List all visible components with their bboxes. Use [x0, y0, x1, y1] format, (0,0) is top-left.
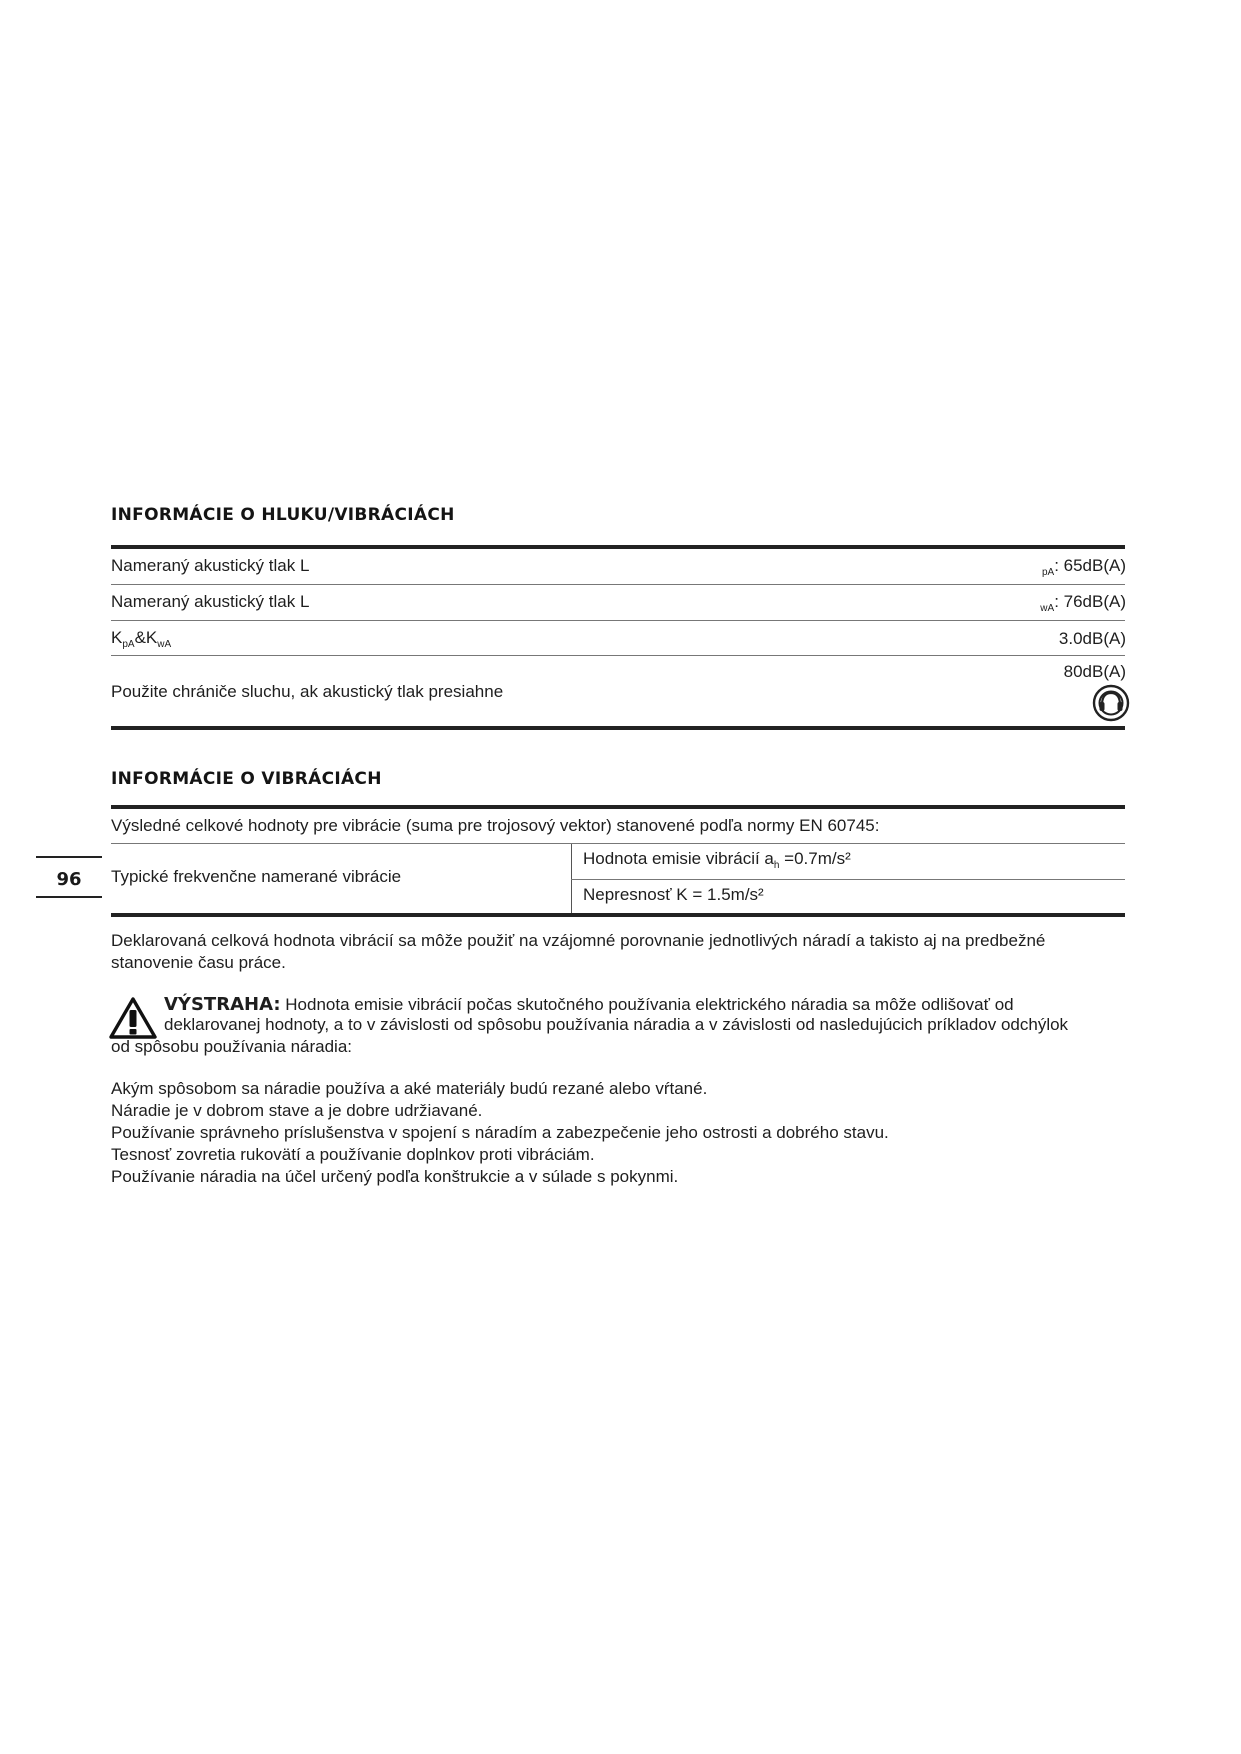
noise-section-title: INFORMÁCIE O HLUKU/VIBRÁCIÁCH — [111, 505, 455, 525]
row-divider — [111, 655, 1125, 656]
warning-text: Hodnota emisie vibrácií počas skutočného používania elektrického náradia sa môže odlišovať od — [280, 995, 1014, 1014]
warning-line-1 — [164, 994, 1014, 1016]
row-label — [111, 627, 171, 656]
list-item: Používanie náradia na účel určený podľa konštrukcie a v súlade s pokynmi. — [111, 1167, 679, 1186]
page-number-rule — [36, 856, 102, 858]
list-item: Tesnosť zovretia rukovätí a používanie doplnkov proti vibráciám. — [111, 1145, 595, 1164]
row-divider — [111, 620, 1125, 621]
row-label: Použite chrániče sluchu, ak akustický tlak presiahne — [111, 682, 504, 701]
text-line: Deklarovaná celková hodnota vibrácií sa môže použiť na vzájomné porovnanie jednotlivých náradí a takisto aj na predbežné — [111, 931, 1046, 950]
k-symbol: K — [111, 628, 123, 647]
row-label: Nameraný akustický tlak L — [111, 592, 310, 611]
text-line: stanovenie času práce. — [111, 953, 286, 972]
row-value — [1042, 555, 1126, 584]
row-divider — [111, 843, 1125, 844]
value-text: : 65dB(A) — [1054, 556, 1126, 575]
row-divider — [571, 879, 1125, 880]
warning-triangle-icon — [108, 996, 158, 1040]
subscript: pA — [122, 639, 135, 650]
emission-number: =0.7m/s² — [779, 849, 851, 868]
emission-value — [583, 848, 851, 877]
vibration-intro: Výsledné celkové hodnoty pre vibrácie (suma pre trojosový vektor) stanovené podľa normy EN 60745: — [111, 816, 880, 835]
vibration-section-title: INFORMÁCIE O VIBRÁCIÁCH — [111, 769, 382, 789]
warning-line-2: deklarovanej hodnoty, a to v závislosti od spôsobu používania náradia a v závislosti od nasledujúcich príkladov odchýlok — [164, 1015, 1069, 1034]
list-item: Náradie je v dobrom stave a je dobre udržiavané. — [111, 1101, 483, 1120]
table-top-rule — [111, 545, 1125, 549]
page-number-marker — [36, 856, 102, 906]
subscript: h — [773, 860, 780, 871]
row-value — [1040, 591, 1126, 620]
subscript: wA — [157, 639, 172, 650]
uncertainty-value: Nepresnosť K = 1.5m/s² — [583, 885, 764, 904]
value-text: : 76dB(A) — [1054, 592, 1126, 611]
page-number: 96 — [56, 869, 82, 890]
row-value: 3.0dB(A) — [1058, 629, 1126, 648]
ear-protection-icon — [1092, 684, 1130, 722]
factor-list — [111, 1078, 889, 1188]
declared-paragraph — [111, 930, 1045, 974]
table-bottom-rule — [111, 913, 1125, 917]
emission-prefix: Hodnota emisie vibrácií a — [583, 849, 774, 868]
row-label: Nameraný akustický tlak L — [111, 556, 310, 575]
table-bottom-rule — [111, 726, 1125, 730]
vibration-row-label: Typické frekvenčne namerané vibrácie — [111, 867, 402, 886]
k-symbol: &K — [134, 628, 158, 647]
list-item: Akým spôsobom sa náradie používa a aké materiály budú rezané alebo vŕtané. — [111, 1079, 708, 1098]
table-top-rule — [111, 805, 1125, 809]
row-value: 80dB(A) — [1063, 662, 1126, 681]
page-number-rule — [36, 896, 102, 898]
warning-label: VÝSTRAHA: — [164, 994, 281, 1015]
subscript: pA — [1041, 567, 1055, 578]
subscript: wA — [1040, 603, 1055, 614]
list-item: Používanie správneho príslušenstva v spojení s náradím a zabezpečenie jeho ostrosti a dobrého stavu. — [111, 1123, 889, 1142]
row-divider — [111, 584, 1125, 585]
warning-line-3: od spôsobu používania náradia: — [111, 1037, 353, 1056]
